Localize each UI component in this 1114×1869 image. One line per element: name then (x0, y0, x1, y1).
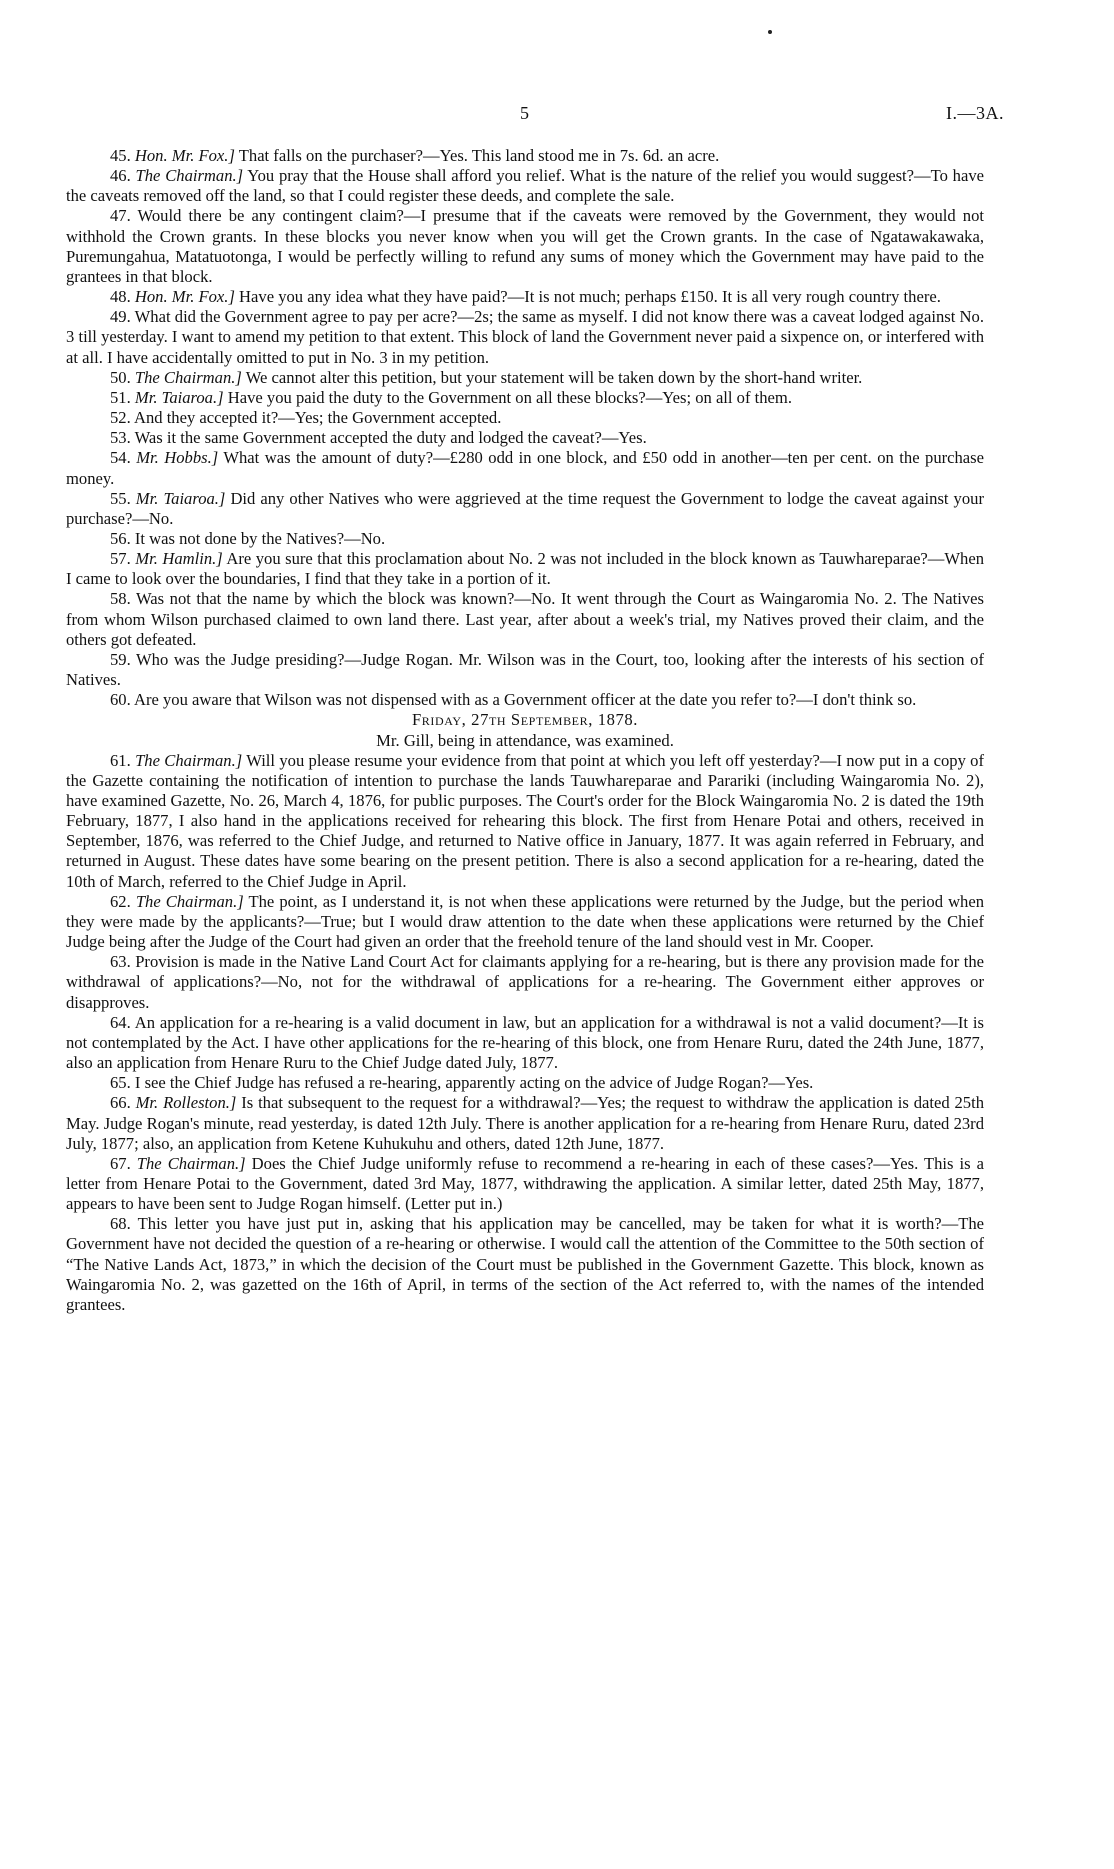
paragraph-text: 68. This letter you have just put in, asking that his application may be cancelled, may be taken for what it is worth?—The Government have not decided the question of a re-hearing or otherwise. I would call the attention of the Committee to the 50th section of “The Native Lands Act, 1873,” in which the decision of the Court must be published in the Government Gazette. This block, known as Waingaromia No. 2, was gazetted on the 16th of April, in terms of the section of the Act referred to, with the names of the intended grantees. (66, 1214, 984, 1314)
paragraph-text: 53. Was it the same Government accepted the duty and lodged the caveat?—Yes. (110, 428, 647, 448)
speaker-label: Mr. Rolleston.] (135, 1093, 237, 1113)
evidence-paragraph (66, 952, 984, 1012)
paragraph-text: 49. What did the Government agree to pay per acre?—2s; the same as myself. I did not know there was a caveat lodged against No. 3 till yesterday. I want to amend my petition to that extent. This block of land the Government never paid a sixpence on, or interfered with at all. I have accidentally omitted to put in No. 3 in my petition. (66, 307, 984, 367)
evidence-paragraph (66, 549, 984, 589)
evidence-paragraph (66, 529, 984, 549)
paragraph-text: Does the Chief Judge uniformly refuse to recommend a re-hearing in each of these cases?—Yes. This is a letter from Henare Potai to the Government, dated 3rd May, 1877, withdrawing the application. A similar letter, dated 25th May, 1877, appears to have been sent to Judge Rogan himself. (Letter put in.) (66, 1153, 985, 1214)
speaker-label: The Chairman.] (135, 891, 244, 911)
paragraph-text: The point, as I understand it, is not when these applications were returned by the Judge, but the period when they were made by the applicants?—True; but I would draw attention to the date when these applications were returned by the Chief Judge being after the Judge of the Court had given an order that the freehold tenure of the land should vest in Mr. Cooper. (66, 891, 985, 952)
speaker-label: Mr. Taiaroa.] (135, 488, 226, 508)
paragraph-text: What was the amount of duty?—£280 odd in one block, and £50 odd in another—ten per cent. on the purchase money. (66, 448, 984, 488)
evidence-paragraph (66, 589, 984, 649)
paragraph-text: 63. Provision is made in the Native Land Court Act for claimants applying for a re-hearing, but is there any provision made for the withdrawal of applications?—No, not for the withdrawal of applications for a re-hearing. The Government either approves or disapproves. (66, 952, 984, 1012)
speaker-label: The Chairman.] (135, 166, 244, 186)
evidence-paragraph (66, 1214, 984, 1315)
evidence-paragraph (66, 1093, 984, 1153)
evidence-paragraph (66, 287, 984, 307)
speaker-label: The Chairman.] (134, 367, 242, 387)
speaker-label: Mr. Hobbs.] (136, 448, 219, 468)
paragraph-text: 47. Would there be any contingent claim?—I presume that if the caveats were removed by the Government, they would not withhold the Crown grants. In these blocks you never know when you will get the Crown grants. In the case of Ngatawakawaka, Puremungahua, Matatuotonga, I would be perfectly willing to refund any sums of money which the Government may have paid to the grantees in that block. (66, 206, 984, 286)
speaker-label: The Chairman.] (136, 1153, 246, 1173)
evidence-paragraph (66, 751, 984, 892)
speaker-label: Hon. Mr. Fox.] (134, 287, 235, 307)
evidence-paragraph (66, 448, 984, 488)
paragraph-text: 59. Who was the Judge presiding?—Judge Rogan. Mr. Wilson was in the Court, too, looking after the interests of his section of Natives. (66, 649, 984, 690)
paragraph-text: We cannot alter this petition, but your statement will be taken down by the short-hand writer. (241, 367, 863, 387)
paragraph-text: Is that subsequent to the request for a withdrawal?—Yes; the request to withdraw the application is dated 25th May. Judge Rogan's minute, read yesterday, is dated 12th July. There is another application for a re-hearing from Henare Ruru, dated 23rd July, 1877; also, an application from Ketene Kuhukuhu and others, dated 12th June, 1877. (66, 1093, 985, 1153)
question-number: 51. (110, 387, 135, 407)
question-number: 45. (110, 146, 135, 165)
paragraph-text: 60. Are you aware that Wilson was not dispensed with as a Government officer at the date you refer to?—I don't think so. (110, 690, 917, 710)
section-examined: Mr. Gill, being in attendance, was examined. (376, 730, 674, 750)
question-number: 66. (110, 1093, 136, 1113)
paragraph-text: 58. Was not that the name by which the block was known?—No. It went through the Court as Waingaromia No. 2. The Natives from whom Wilson purchased claimed to own land there. Last year, after about a week's trial, my Natives proved their claim, and the others got defeated. (66, 589, 984, 649)
evidence-paragraph (66, 408, 984, 428)
paragraph-text: Are you sure that this proclamation about No. 2 was not included in the block known as Tauwhareparae?—When I came to look over the boundaries, I find that they take in a portion of it. (66, 549, 985, 589)
question-number: 57. (110, 549, 136, 569)
page-number: 5 (520, 103, 529, 123)
evidence-paragraph (66, 368, 984, 388)
series-code: I.—3A. (946, 103, 1004, 123)
question-number: 55. (110, 488, 136, 508)
evidence-part-1 (66, 146, 984, 710)
question-number: 50. (110, 367, 135, 387)
evidence-paragraph (66, 489, 984, 529)
evidence-paragraph (66, 428, 984, 448)
paragraph-text: That falls on the purchaser?—Yes. This land stood me in 7s. 6d. an acre. (234, 146, 720, 165)
question-number: 48. (110, 287, 135, 307)
paragraph-text: You pray that the House shall afford you relief. What is the nature of the relief you would suggest?—To have the caveats removed off the land, so that I could register these deeds, and complete the sale. (66, 166, 985, 206)
speaker-label: The Chairman.] (135, 750, 243, 770)
evidence-paragraph (66, 1013, 984, 1073)
paragraph-text: 65. I see the Chief Judge has refused a re-hearing, apparently acting on the advice of Judge Rogan?—Yes. (110, 1073, 814, 1093)
paragraph-text: Have you paid the duty to the Government on all these blocks?—Yes; on all of them. (223, 387, 792, 407)
evidence-paragraph (66, 206, 984, 287)
paragraph-text: 56. It was not done by the Natives?—No. (110, 528, 386, 548)
page-header (0, 103, 1114, 129)
document-body (66, 146, 984, 1315)
paragraph-text: Did any other Natives who were aggrieved at the time request the Government to lodge the caveat against your purchase?—No. (66, 488, 984, 528)
paragraph-text: 64. An application for a re-hearing is a valid document in law, but an application for a withdrawal is not a valid document?—It is not contemplated by the Act. I have other applications for the re-hearing of this block, one from Henare Ruru, dated the 24th June, 1877, also an application from Henare Ruru to the Chief Judge dated July, 1877. (66, 1012, 984, 1073)
speaker-label: Mr. Taiaroa.] (134, 387, 224, 407)
question-number: 46. (110, 166, 136, 186)
question-number: 61. (110, 750, 136, 770)
paragraph-text: Will you please resume your evidence from that point at which you left off yesterday?—I now put in a copy of the Gazette containing the notification of intention to purchase the lands Tauwhareparae and Parariki (including Waingaromia No. 2), have examined Gazette, No. 26, March 4, 1876, for public purposes. The Court's order for the Block Waingaromia No. 2 is dated the 19th February, 1877, I also hand in the applications received for rehearing this block. The first from Henare Potai and others, received in September, 1876, was referred to the Chief Judge, and returned to Native office in January, 1877. It was again referred in February, and returned in August. These dates have some bearing on the present petition. There is also a second application for a re-hearing, dated the 10th of March, referred to the Chief Judge in April. (66, 750, 984, 891)
question-number: 54. (110, 448, 137, 468)
paragraph-text: 52. And they accepted it?—Yes; the Government accepted. (110, 408, 502, 428)
evidence-part-2 (66, 751, 984, 1315)
speaker-label: Hon. Mr. Fox.] (134, 146, 235, 165)
paragraph-text: Have you any idea what they have paid?—It is not much; perhaps £150. It is all very rough country there. (234, 287, 941, 307)
evidence-paragraph (66, 146, 984, 166)
evidence-paragraph (66, 388, 984, 408)
question-number: 62. (110, 891, 136, 911)
evidence-paragraph (66, 892, 984, 952)
evidence-paragraph (66, 1073, 984, 1093)
evidence-paragraph (66, 650, 984, 690)
question-number: 67. (110, 1153, 137, 1173)
speaker-label: Mr. Hamlin.] (135, 549, 223, 569)
evidence-paragraph (66, 690, 984, 710)
section-date: Friday, 27th September, 1878. (411, 710, 639, 730)
evidence-paragraph (66, 1154, 984, 1214)
speck-mark (768, 30, 772, 34)
evidence-paragraph (66, 166, 984, 206)
evidence-paragraph (66, 307, 984, 367)
